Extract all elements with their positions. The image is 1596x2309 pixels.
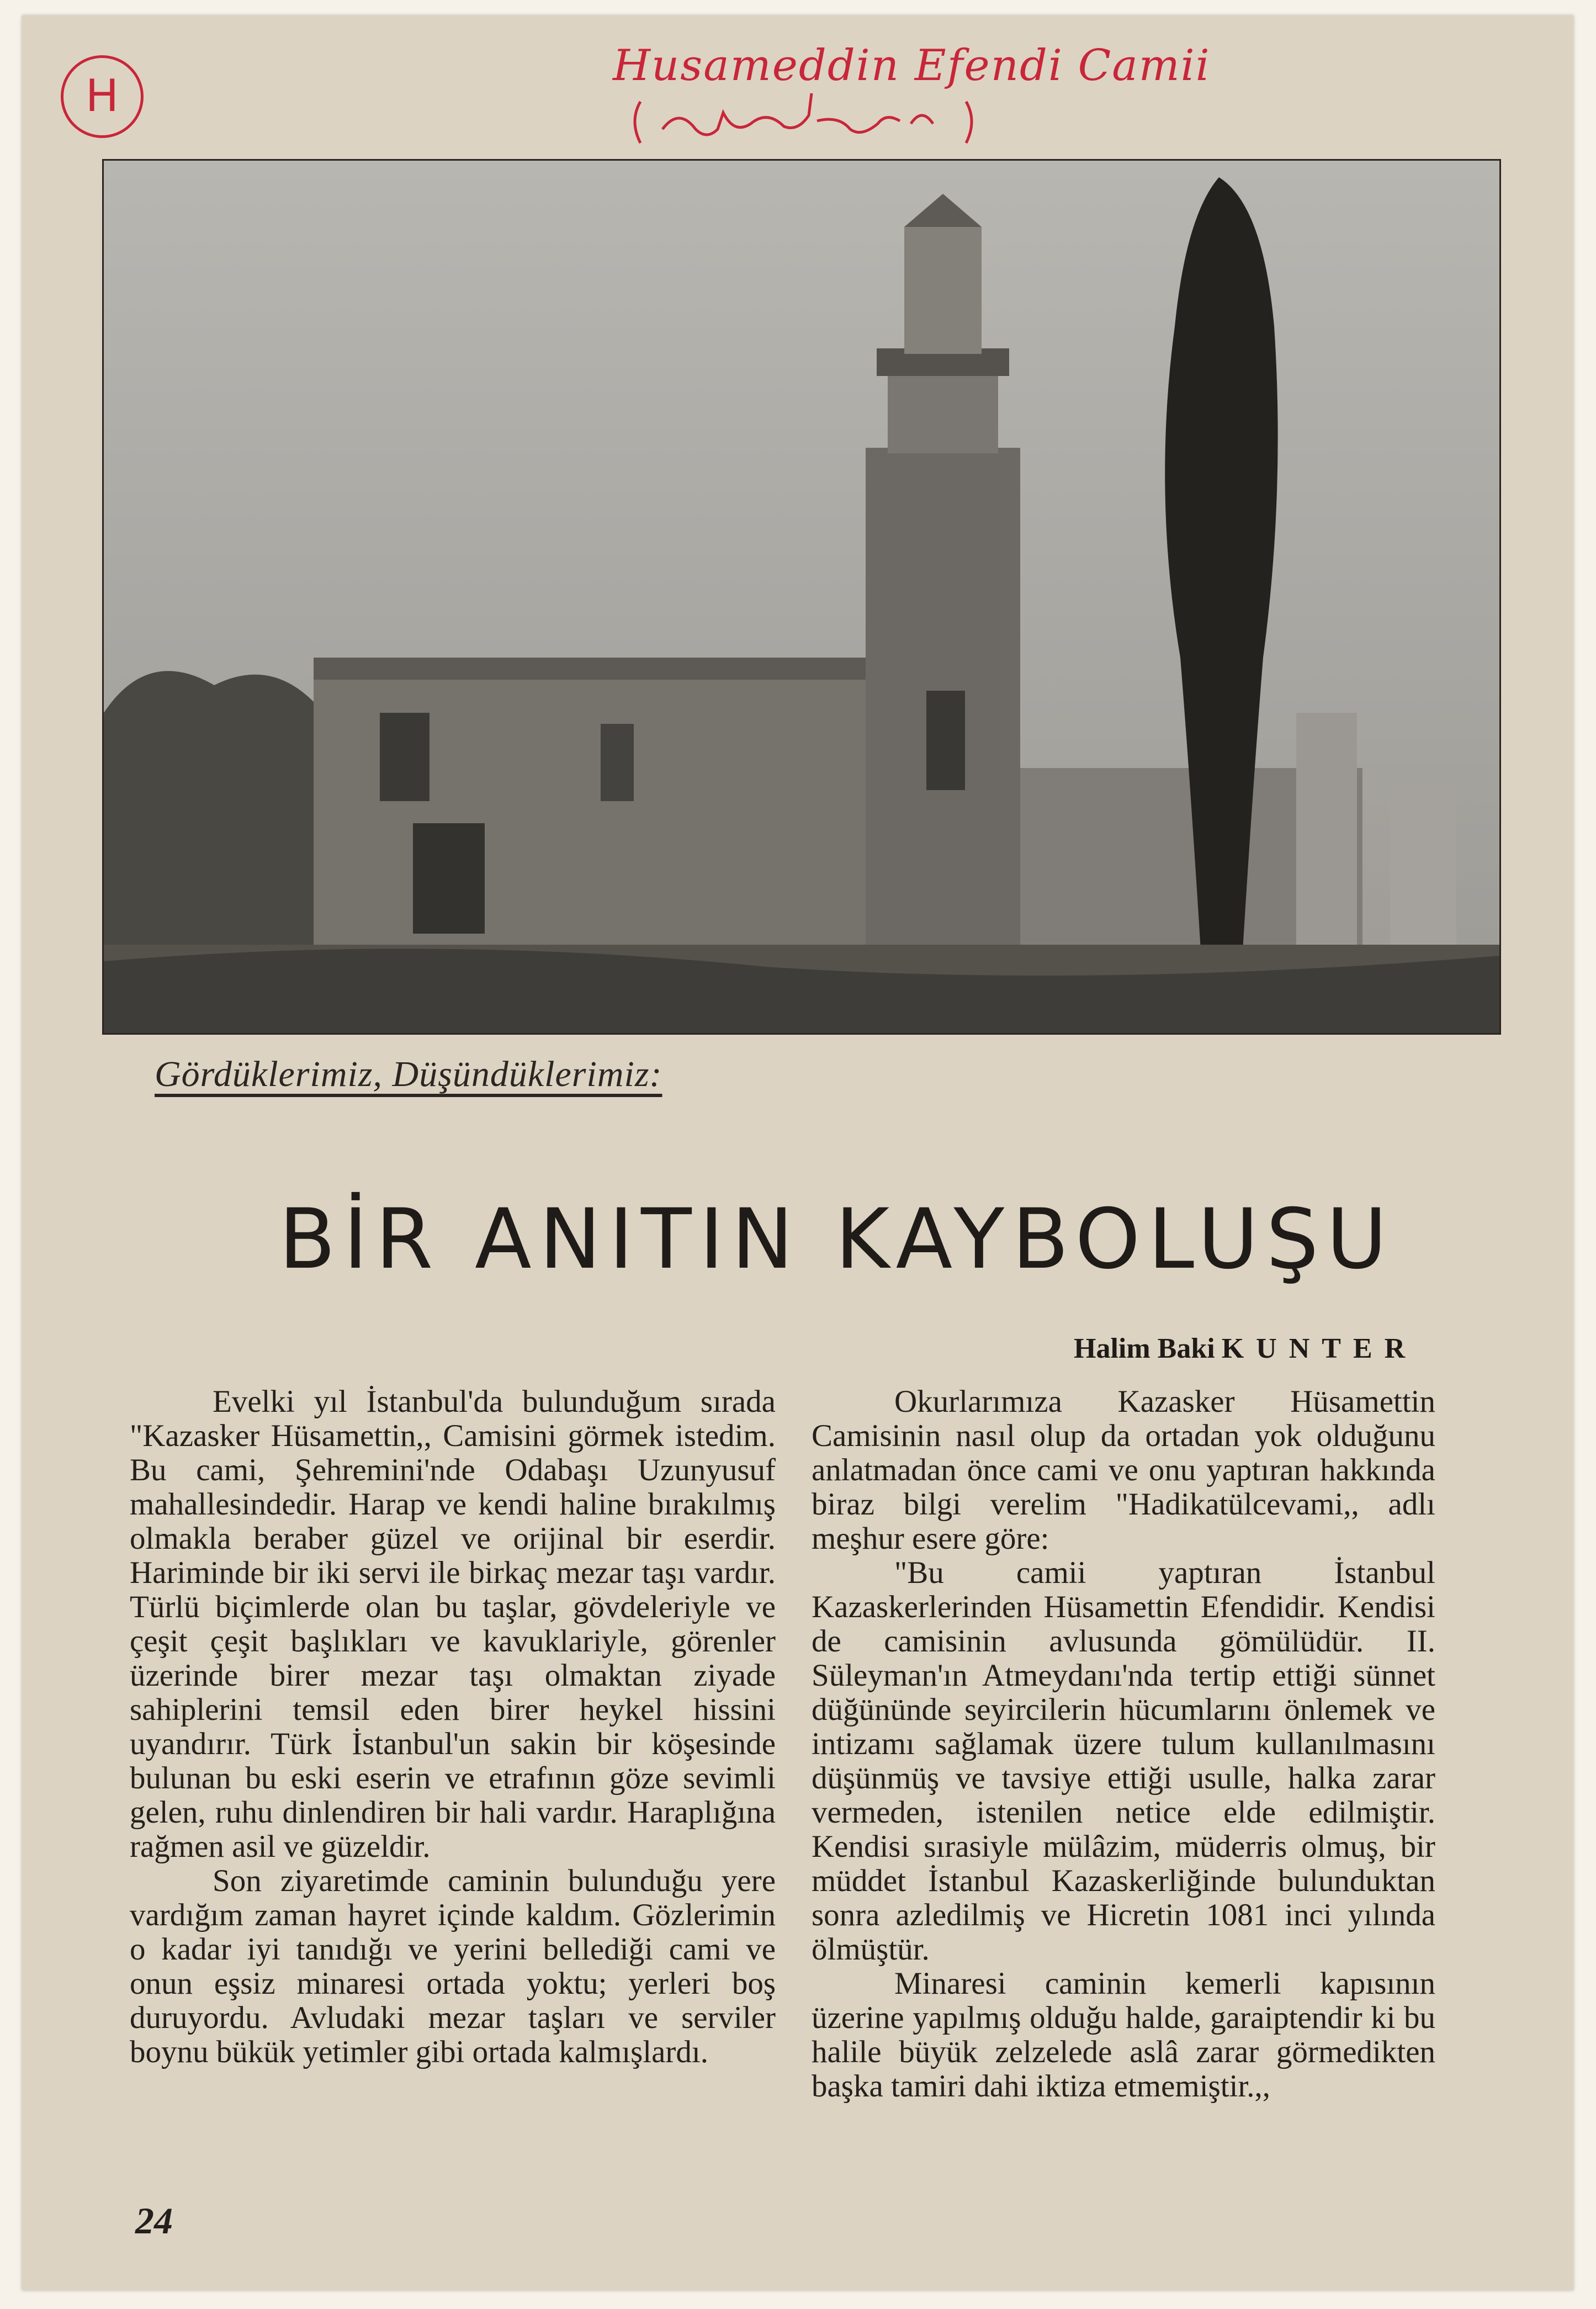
- handwritten-annotation: [613, 41, 1573, 151]
- paragraph: Okurlarımıza Kazasker Hüsamettin Camisinin nasıl olup da ortadan yok olduğunu anlatmadan önce cami ve onu yaptıran hakkında biraz bilgi verelim "Hadikatülcevami,, adlı meşhur esere göre:: [812, 1384, 1435, 1556]
- mosque-photograph: [102, 159, 1501, 1035]
- byline-first-name: Halim Baki: [1074, 1333, 1215, 1364]
- mosque-ruin-image: [104, 161, 1499, 1033]
- article-byline: [1074, 1332, 1417, 1365]
- annotation-note: Husameddin Efendi Camii: [613, 41, 1211, 91]
- newspaper-page: [22, 15, 1573, 2290]
- byline-last-name: KUNTER: [1221, 1333, 1418, 1364]
- paragraph: Evelki yıl İstanbul'da bulunduğum sırada "Kazasker Hüsamettin,, Camisini görmek istedim. Bu cami, Şehremini'nde Odabaşı Uzunyusuf mahallesindedir. Harap ve kendi haline bırakılmış olmakla beraber güzel ve orijinal bir eserdir. Hariminde bir iki servi ile birkaç mezar taşı vardır. Türlü biçimlerde olan bu taşlar, gövdeleriyle ve çeşit çeşit başlıkları ve kavuklariyle, görenler üzerinde birer mezar taşı olmaktan ziyade sahiplerini temsil eden birer heykel hissini uyandırır. Türk İstanbul'un sakin bir köşesinde bulunan bu eski eserin ve etrafının göze sevimli gelen, ruhu dinlendiren bir hali vardır. Haraplığına rağmen asil ve güzeldir.: [130, 1384, 776, 1864]
- article-column-left: [130, 1385, 776, 2069]
- paragraph: "Bu camii yaptıran İstanbul Kazaskerlerinden Hüsamettin Efendidir. Kendisi de camisinin avlusunda gömülüdür. II. Süleyman'ın Atmeydanı'nda tertip ettiği sünnet düğününde seyircilerin hücumlarını önlemek ve intizamı sağlamak üzere tulum kullanılmasını düşünmüş ve tavsiye ettiği usulle, halka zarar vermeden, istenilen netice elde edilmiştir. Kendisi sırasiyle mülâzim, müderris olmuş, bir müddet İstanbul Kazaskerliğinde bulunduktan sonra azledilmiş ve Hicretin 1081 inci yılında ölmüştür.: [812, 1555, 1435, 1967]
- article-column-right: [812, 1385, 1435, 2104]
- section-caption: Gördüklerimiz, Düşündüklerimiz:: [155, 1054, 662, 1094]
- page-number: 24: [135, 2200, 173, 2242]
- circle-letter: H: [85, 70, 119, 121]
- article-headline: BİR ANITIN KAYBOLUŞU: [279, 1191, 1395, 1288]
- paragraph: Son ziyaretimde caminin bulunduğu yere vardığım zaman hayret içinde kaldım. Gözlerimin o kadar iyi tanıdığı ve yerini bellediği cami ve onun eşsiz minaresi ortada yoktu; yerleri boş duruyordu. Avludaki mezar taşları ve serviler boynu bükük yetimler gibi ortada kalmışlardı.: [130, 1863, 776, 2069]
- arabic-script-signature: [629, 91, 983, 151]
- paragraph: Minaresi caminin kemerli kapısının üzerine yapılmış olduğu halde, garaiptendir ki bu halile büyük zelzelede aslâ zarar görmedikten başka tamiri dahi iktiza etmemiştir.,,: [812, 1966, 1435, 2104]
- handwritten-circle-mark: [61, 55, 144, 138]
